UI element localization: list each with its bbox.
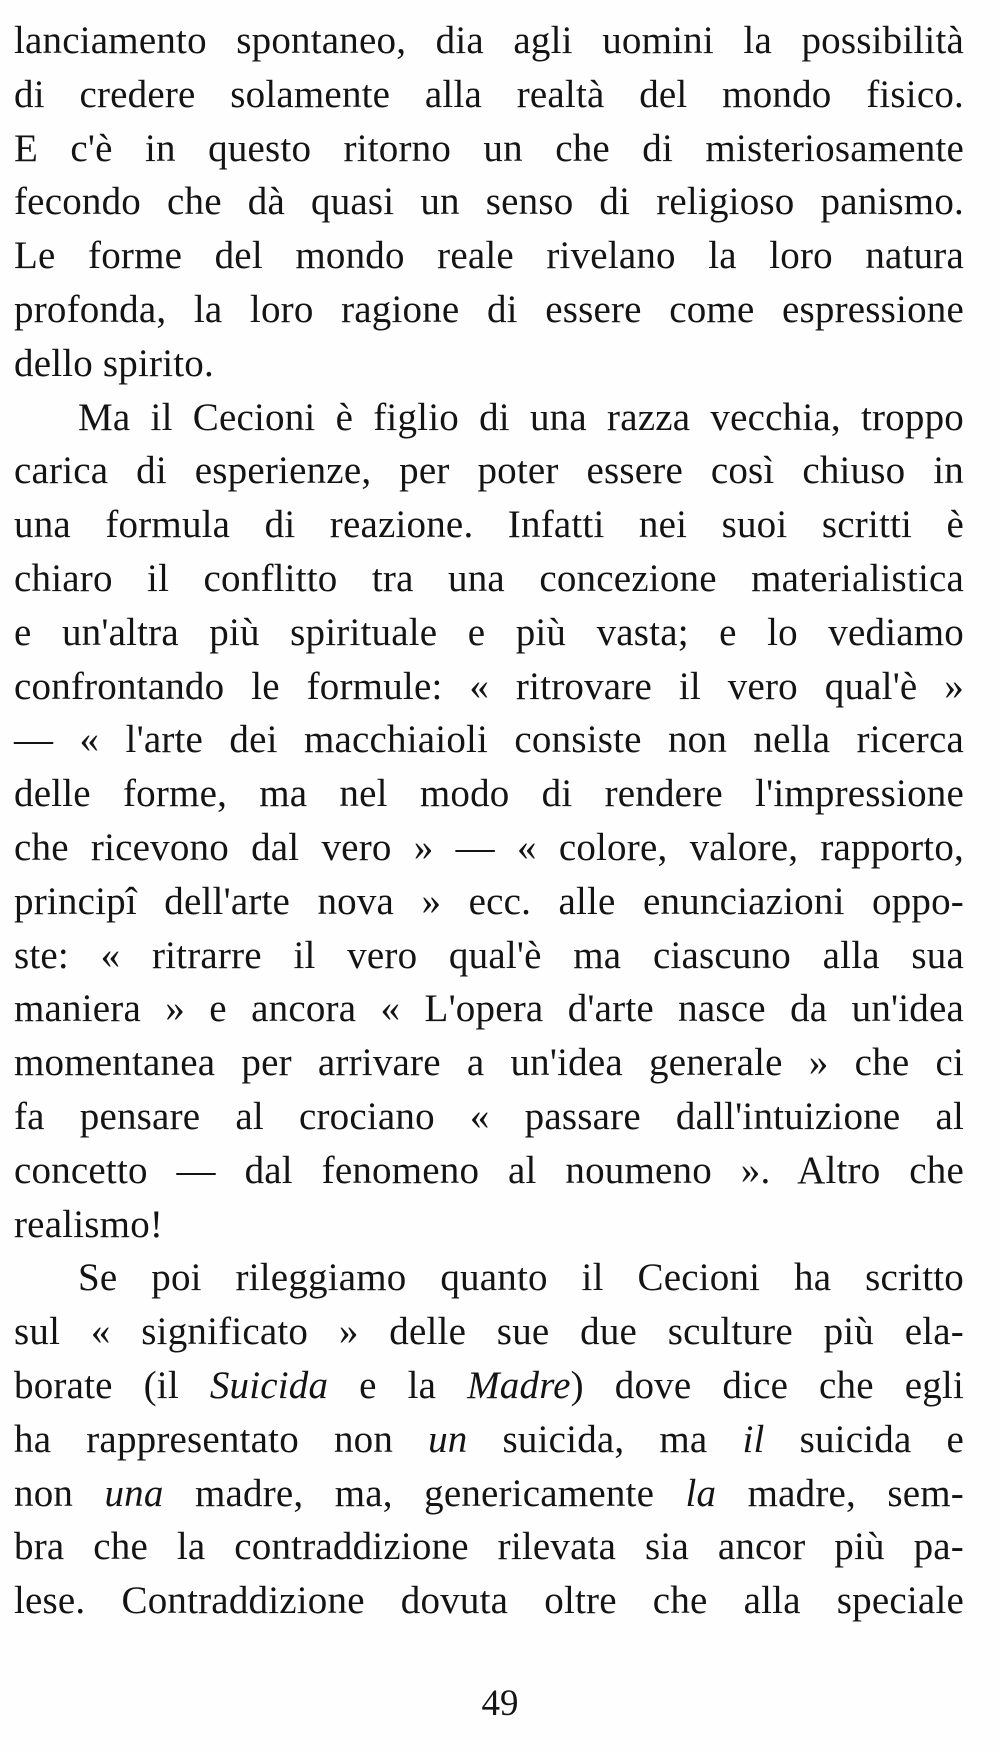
text-line: ha rappresentato non un suicida, ma il suicida e	[14, 1417, 965, 1461]
text-line: maniera » e ancora « L'opera d'arte nasce da un'idea	[14, 987, 964, 1031]
text-line: dello spirito.	[14, 341, 214, 385]
text-line: chiaro il conflitto tra una concezione materialistica	[14, 556, 964, 600]
text-line: lanciamento spontaneo, dia agli uomini la possibilità	[14, 19, 964, 62]
text-line: e un'altra più spirituale e più vasta; e lo vediamo	[14, 610, 964, 654]
text-line: E c'è in questo ritorno un che di misteriosamente	[14, 126, 964, 170]
text-line: che ricevono dal vero » — « colore, valore, rapporto,	[14, 825, 964, 869]
text-line: non una madre, ma, genericamente la madre, sem-	[14, 1471, 964, 1515]
text-line: ste: « ritrarre il vero qual'è ma ciascuno alla sua	[14, 933, 964, 977]
text-line: fa pensare al crociano « passare dall'intuizione al	[14, 1094, 964, 1138]
text-line: concetto — dal fenomeno al noumeno ». Altro che	[14, 1148, 964, 1192]
text-line: di credere solamente alla realtà del mondo fisico.	[14, 72, 964, 116]
text-line: carica di esperienze, per poter essere così chiuso in	[14, 449, 964, 493]
text-line: Le forme del mondo reale rivelano la loro natura	[14, 234, 964, 278]
text-line: delle forme, ma nel modo di rendere l'impressione	[14, 772, 964, 816]
text-line: una formula di reazione. Infatti nei suoi scritti è	[14, 503, 964, 547]
text-line: momentanea per arrivare a un'idea generale » che ci	[14, 1041, 964, 1085]
paragraph-1	[14, 14, 964, 391]
text-line: borate (il Suicida e la Madre) dove dice che egli	[14, 1363, 964, 1407]
text-line: lese. Contraddizione dovuta oltre che alla speciale	[14, 1579, 964, 1623]
body-text	[14, 14, 964, 1628]
text-line: Ma il Cecioni è figlio di una razza vecchia, troppo	[78, 395, 964, 439]
text-line: principî dell'arte nova » ecc. alle enunciazioni oppo-	[14, 879, 964, 923]
text-line: Se poi rileggiamo quanto il Cecioni ha scritto	[78, 1256, 964, 1300]
text-line: fecondo che dà quasi un senso di religioso panismo.	[14, 180, 964, 224]
text-line: bra che la contraddizione rilevata sia ancor più pa-	[14, 1525, 964, 1569]
page-number: 49	[481, 1683, 519, 1724]
paragraph-3	[14, 1251, 964, 1628]
text-line: profonda, la loro ragione di essere come espressione	[14, 287, 964, 331]
text-line: sul « significato » delle sue due sculture più ela-	[14, 1310, 964, 1354]
text-line: — « l'arte dei macchiaioli consiste non nella ricerca	[14, 718, 964, 762]
text-line: realismo!	[14, 1202, 164, 1246]
paragraph-2	[14, 391, 964, 1252]
text-line: confrontando le formule: « ritrovare il vero qual'è »	[14, 664, 964, 708]
